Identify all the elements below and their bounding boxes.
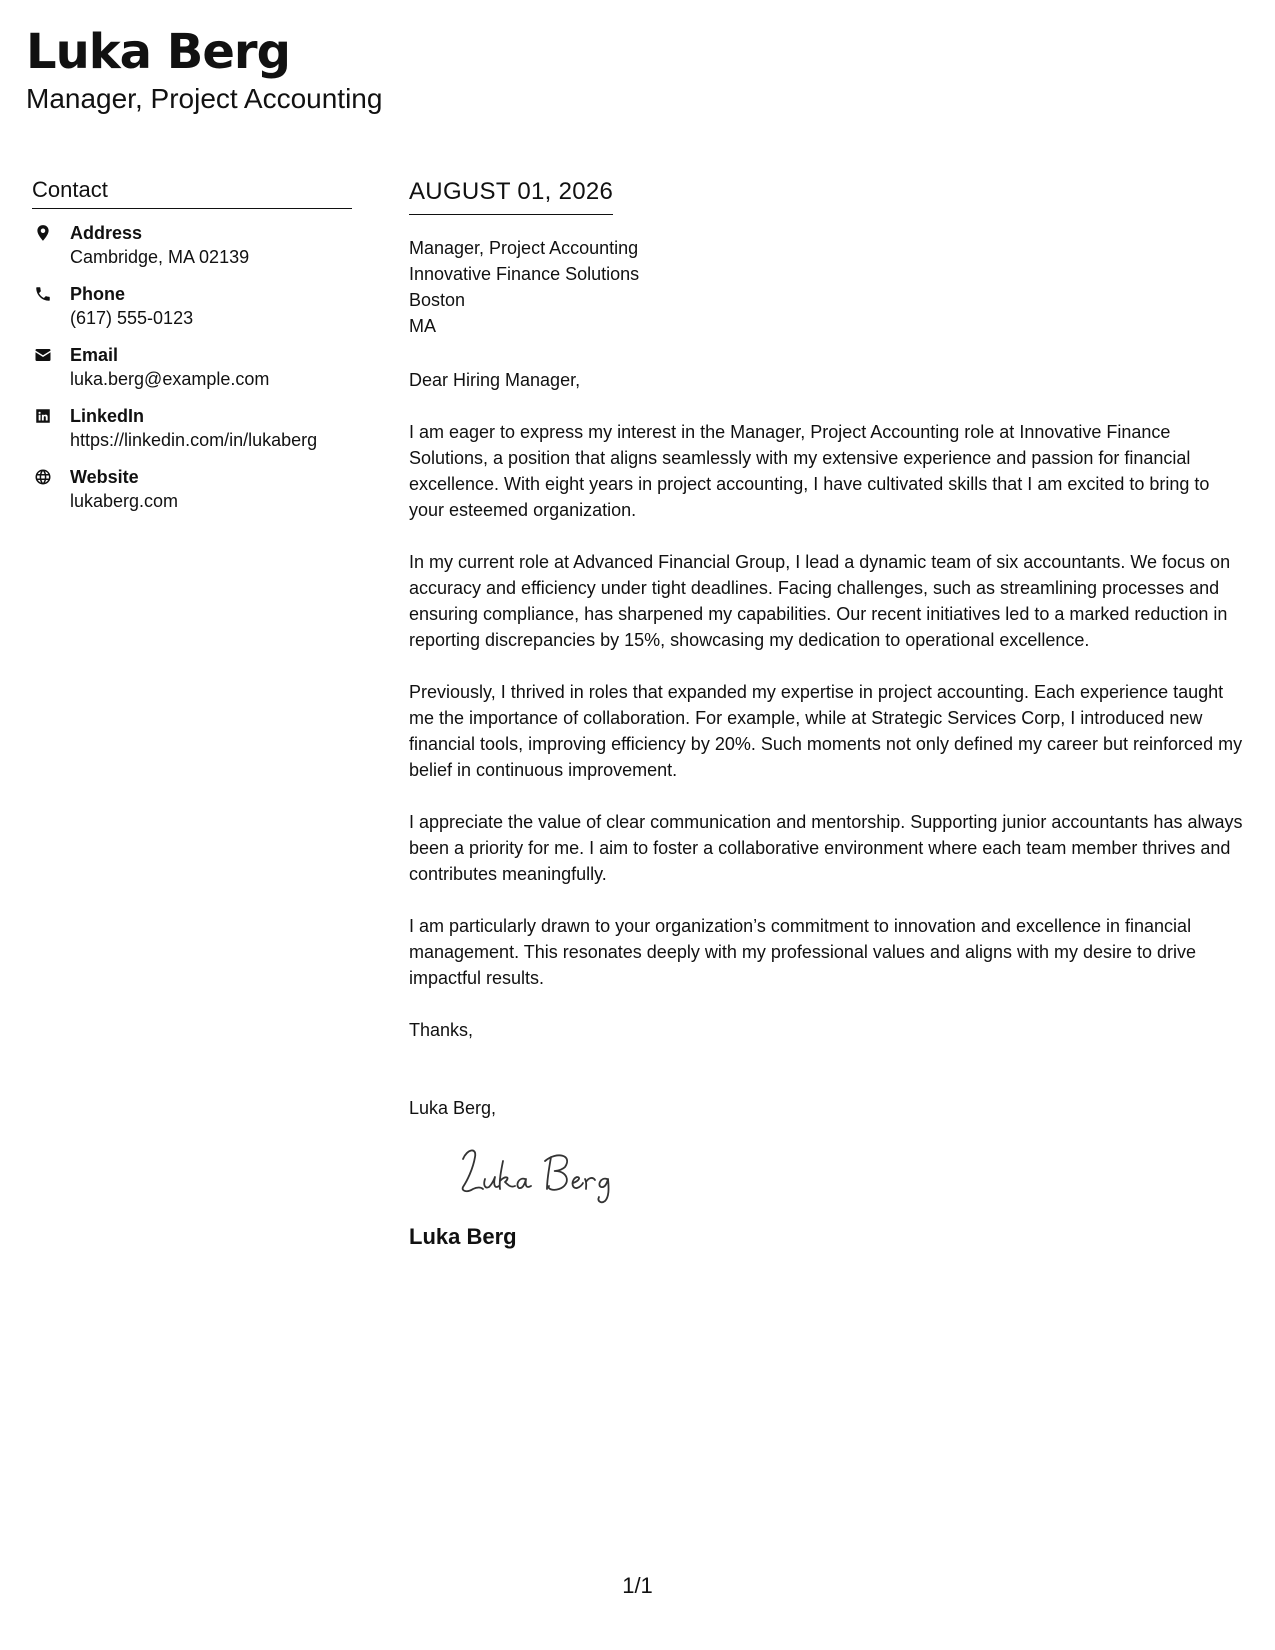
contact-sidebar — [32, 176, 352, 526]
applicant-name: Luka Berg — [26, 24, 290, 80]
contact-item-linkedin — [32, 404, 352, 452]
contact-value-address: Cambridge, MA 02139 — [70, 247, 250, 267]
contact-item-website — [32, 465, 352, 513]
letter-date-block — [409, 176, 613, 215]
letter-body — [409, 176, 1249, 1251]
salutation: Dear Hiring Manager, — [409, 370, 581, 390]
email-link[interactable]: luka.berg@example.com — [70, 369, 270, 389]
recipient-line: Innovative Finance Solutions — [409, 264, 640, 284]
contact-value-phone: (617) 555-0123 — [70, 308, 194, 328]
contact-item-phone — [32, 282, 352, 330]
recipient-block — [409, 235, 1249, 339]
body-paragraph: In my current role at Advanced Financial Group, I lead a dynamic team of six accountants. We focus on accuracy and efficiency under tight deadlines. Facing challenges, such as streamlining processes and ensuring compliance, has sharpened my capabilities. Our recent initiatives led to a marked reduction in reporting discrepancies by 15%, showcasing my dedication to operational excellence. — [409, 552, 1231, 650]
contact-label-linkedin: LinkedIn — [70, 406, 145, 426]
contact-item-address — [32, 221, 352, 269]
contact-item-email — [32, 343, 352, 391]
contact-label-address: Address — [70, 223, 143, 243]
body-paragraph: I am particularly drawn to your organization’s commitment to innovation and excellence in financial management. This resonates deeply with my professional values and aligns with my desire to drive impactful results. — [409, 916, 1197, 988]
body-paragraph: I appreciate the value of clear communication and mentorship. Supporting junior accountants has always been a priority for me. I aim to foster a collaborative environment where each team member thrives and contributes meaningfully. — [409, 812, 1243, 884]
linkedin-link[interactable]: https://linkedin.com/in/lukaberg — [70, 430, 318, 450]
letter-date: AUGUST 01, 2026 — [409, 178, 614, 205]
website-link[interactable]: lukaberg.com — [70, 491, 179, 511]
body-paragraph: Previously, I thrived in roles that expanded my expertise in project accounting. Each experience taught me the importance of collaboration. For example, while at Strategic Services Corp, I introduced new financial tools, improving efficiency by 20%. Such moments not only defined my career but reinforced my belief in continuous improvement. — [409, 682, 1243, 780]
page-number: 1/1 — [622, 1573, 653, 1598]
header — [26, 22, 382, 116]
contact-heading: Contact — [32, 176, 352, 209]
contact-label-email: Email — [70, 345, 119, 365]
body-paragraph: I am eager to express my interest in the Manager, Project Accounting role at Innovative Finance Solutions, a position that aligns seamlessly with my extensive experience and passion for financial excellence. With eight years in project accounting, I have cultivated skills that I am excited to bring to your esteemed organization. — [409, 422, 1210, 520]
linkedin-icon — [32, 405, 54, 427]
phone-icon — [32, 283, 54, 305]
recipient-line: Manager, Project Accounting — [409, 238, 639, 258]
printed-name: Luka Berg — [409, 1224, 517, 1249]
contact-label-phone: Phone — [70, 284, 126, 304]
recipient-line: MA — [409, 316, 436, 336]
globe-icon — [32, 466, 54, 488]
signoff: Luka Berg, — [409, 1098, 497, 1118]
map-pin-icon — [32, 222, 54, 244]
handwritten-signature — [453, 1139, 1249, 1209]
closing: Thanks, — [409, 1020, 474, 1040]
applicant-job-title: Manager, Project Accounting — [26, 83, 383, 114]
contact-label-website: Website — [70, 467, 139, 487]
recipient-line: Boston — [409, 290, 466, 310]
envelope-icon — [32, 344, 54, 366]
